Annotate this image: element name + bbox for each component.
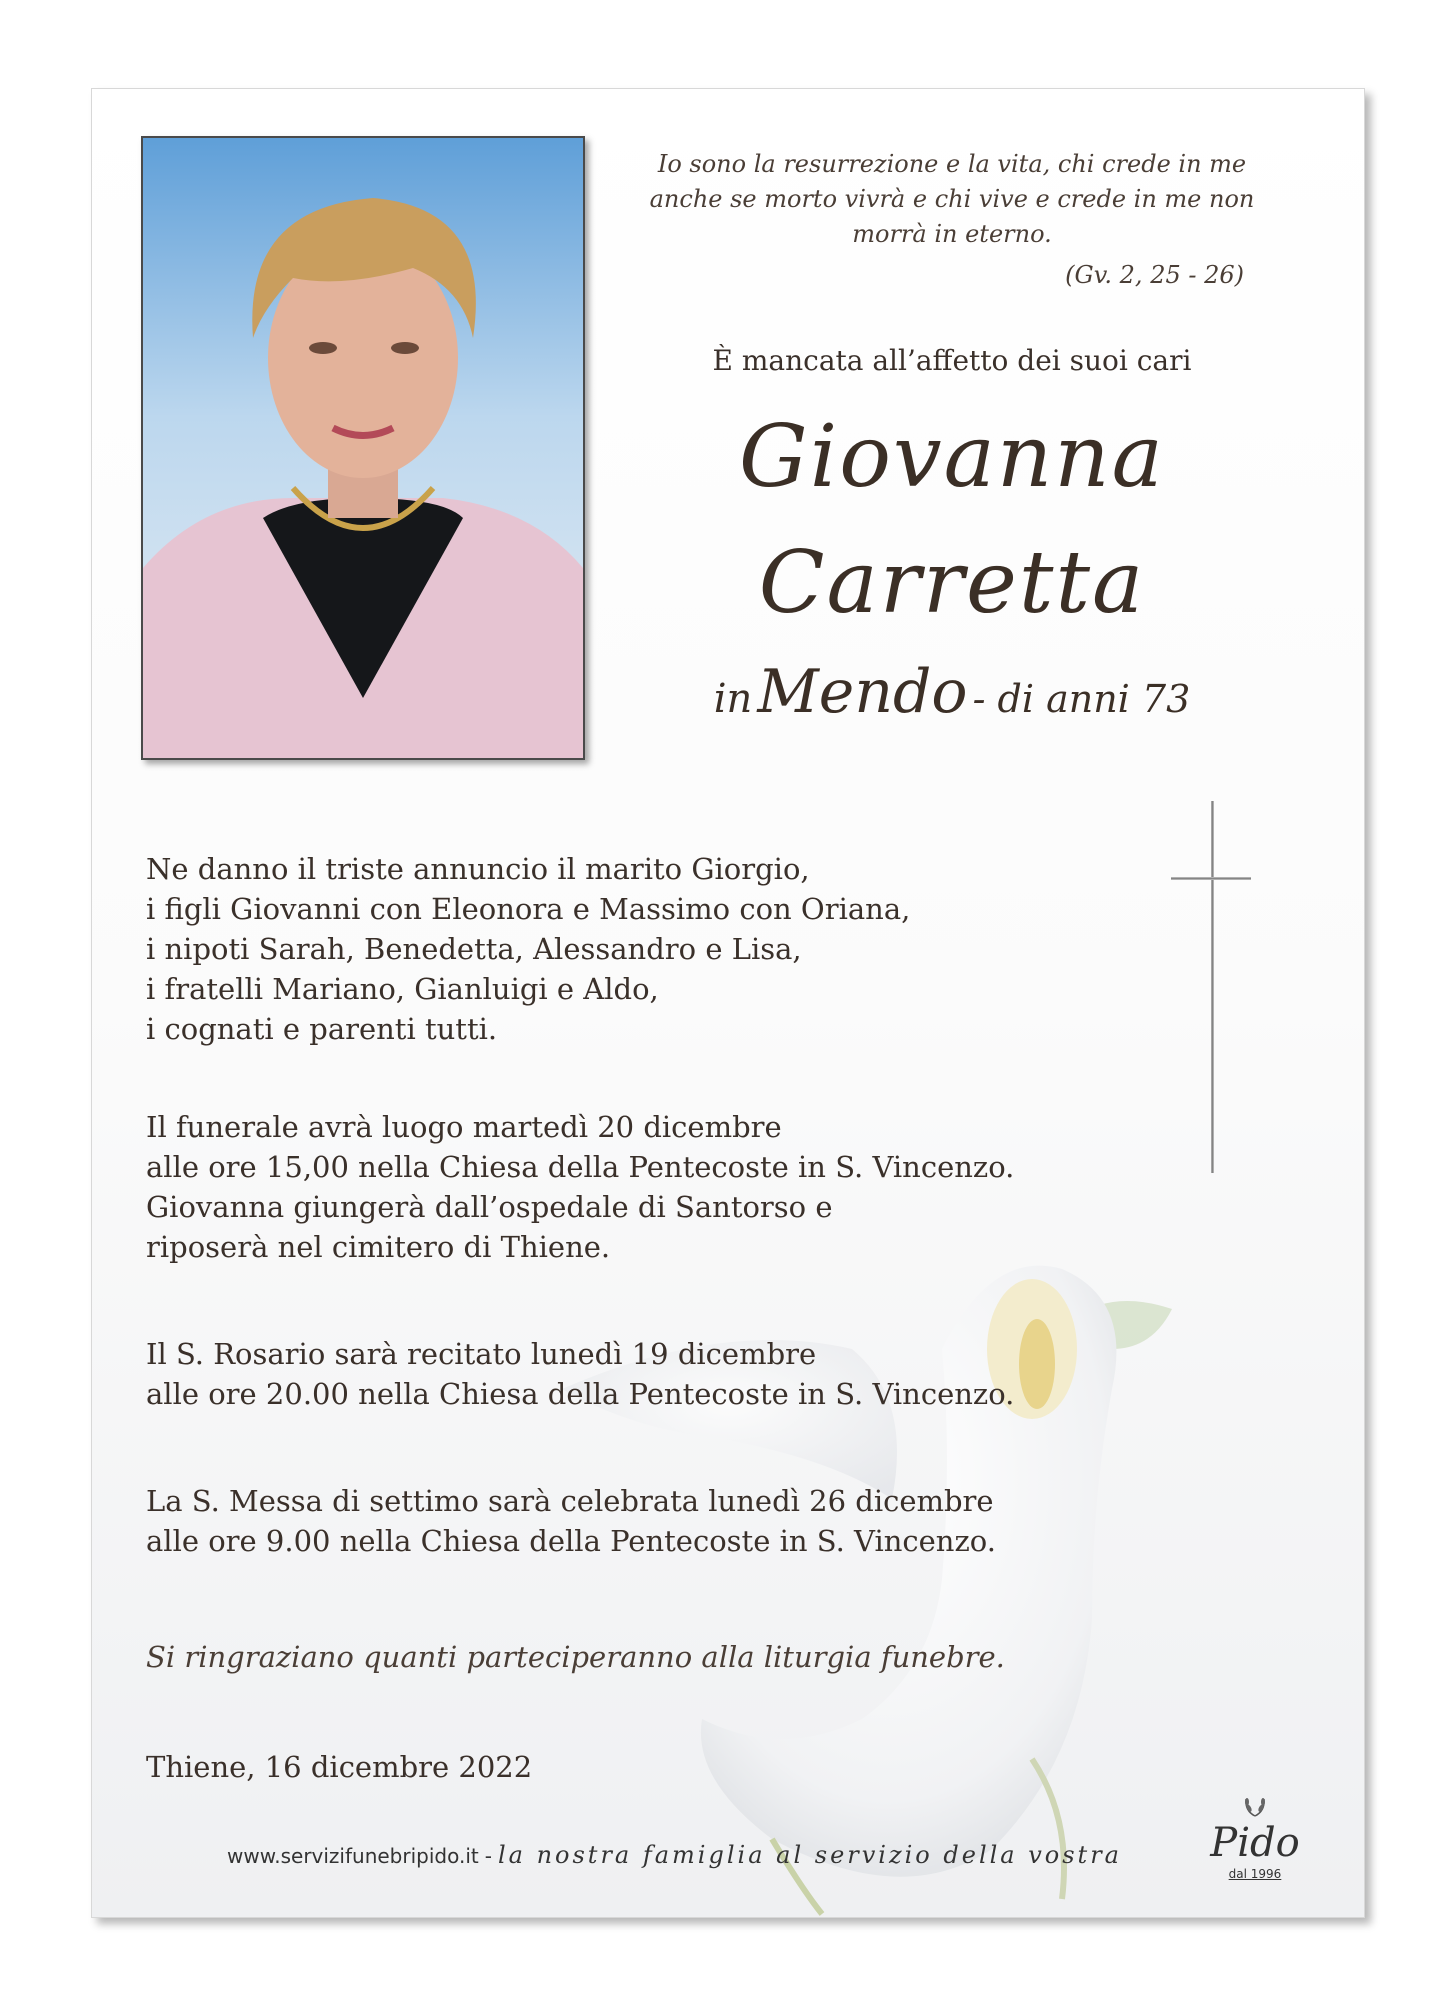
logo-since: dal 1996 [1228,1867,1282,1881]
footer-motto: la nostra famiglia al servizio della vostra [497,1841,1122,1869]
thanks-text: Si ringraziano quanti parteciperanno alla liturgia funebre. [146,1640,1005,1674]
last-name: Carretta [758,533,1146,633]
footer-separator: - [484,1844,492,1868]
footer [227,1841,1122,1869]
quote-line: morrà in eterno. [852,220,1052,248]
cross-icon-bar [1171,877,1251,880]
quote-line: Io sono la resurrezione e la vita, chi crede in me [657,150,1247,178]
scripture-reference: (Gv. 2, 25 - 26) [1065,261,1244,289]
dateline: Thiene, 16 dicembre 2022 [146,1750,533,1784]
mass-line: alle ore 9.00 nella Chiesa della Pentecoste in S. Vincenzo. [146,1524,996,1558]
mass-line: La S. Messa di settimo sarà celebrata lunedì 26 dicembre [146,1484,994,1518]
intro-text: È mancata all’affetto dei suoi cari [712,344,1192,377]
logo-wordmark: Pido [1210,1820,1300,1866]
deceased-name [632,394,1272,646]
quote-line: anche se morto vivrà e chi vive e crede in me non [649,185,1255,213]
announcement-line: i fratelli Mariano, Gianluigi e Aldo, [146,972,659,1006]
mass-paragraph [146,1481,1046,1561]
announcement-line: Ne danno il triste annuncio il marito Giorgio, [146,852,810,886]
funeral-line: riposerà nel cimitero di Thiene. [146,1230,611,1264]
announcement-line: i cognati e parenti tutti. [146,1012,498,1046]
portrait-photo [141,136,585,760]
announcement-line: i nipoti Sarah, Benedetta, Alessandro e Lisa, [146,932,802,966]
laurel-wreath-icon [1240,1789,1270,1819]
married-name-line [632,657,1272,727]
funeral-paragraph [146,1107,1046,1267]
first-name: Giovanna [739,407,1165,507]
rosary-line: Il S. Rosario sarà recitato lunedì 19 dicembre [146,1337,817,1371]
funeral-line: Giovanna giungerà dall’ospedale di Santorso e [146,1190,833,1224]
announcement-paragraph [146,849,1046,1049]
married-prefix: in [713,676,753,722]
rosary-line: alle ore 20.00 nella Chiesa della Pentecoste in S. Vincenzo. [146,1377,1015,1411]
funeral-line: Il funerale avrà luogo martedì 20 dicembre [146,1110,782,1144]
married-name: Mendo [757,657,968,727]
announcement-line: i figli Giovanni con Eleonora e Massimo con Oriana, [146,892,911,926]
funeral-line: alle ore 15,00 nella Chiesa della Pentecoste in S. Vincenzo. [146,1150,1015,1184]
age-text: - di anni 73 [972,677,1191,721]
scripture-quote [632,147,1272,252]
website-link[interactable]: www.servizifunebripido.it [227,1844,479,1868]
pido-logo [1200,1789,1310,1881]
obituary-card [91,88,1365,1918]
rosary-paragraph [146,1334,1046,1414]
cross-icon [1211,801,1214,1173]
